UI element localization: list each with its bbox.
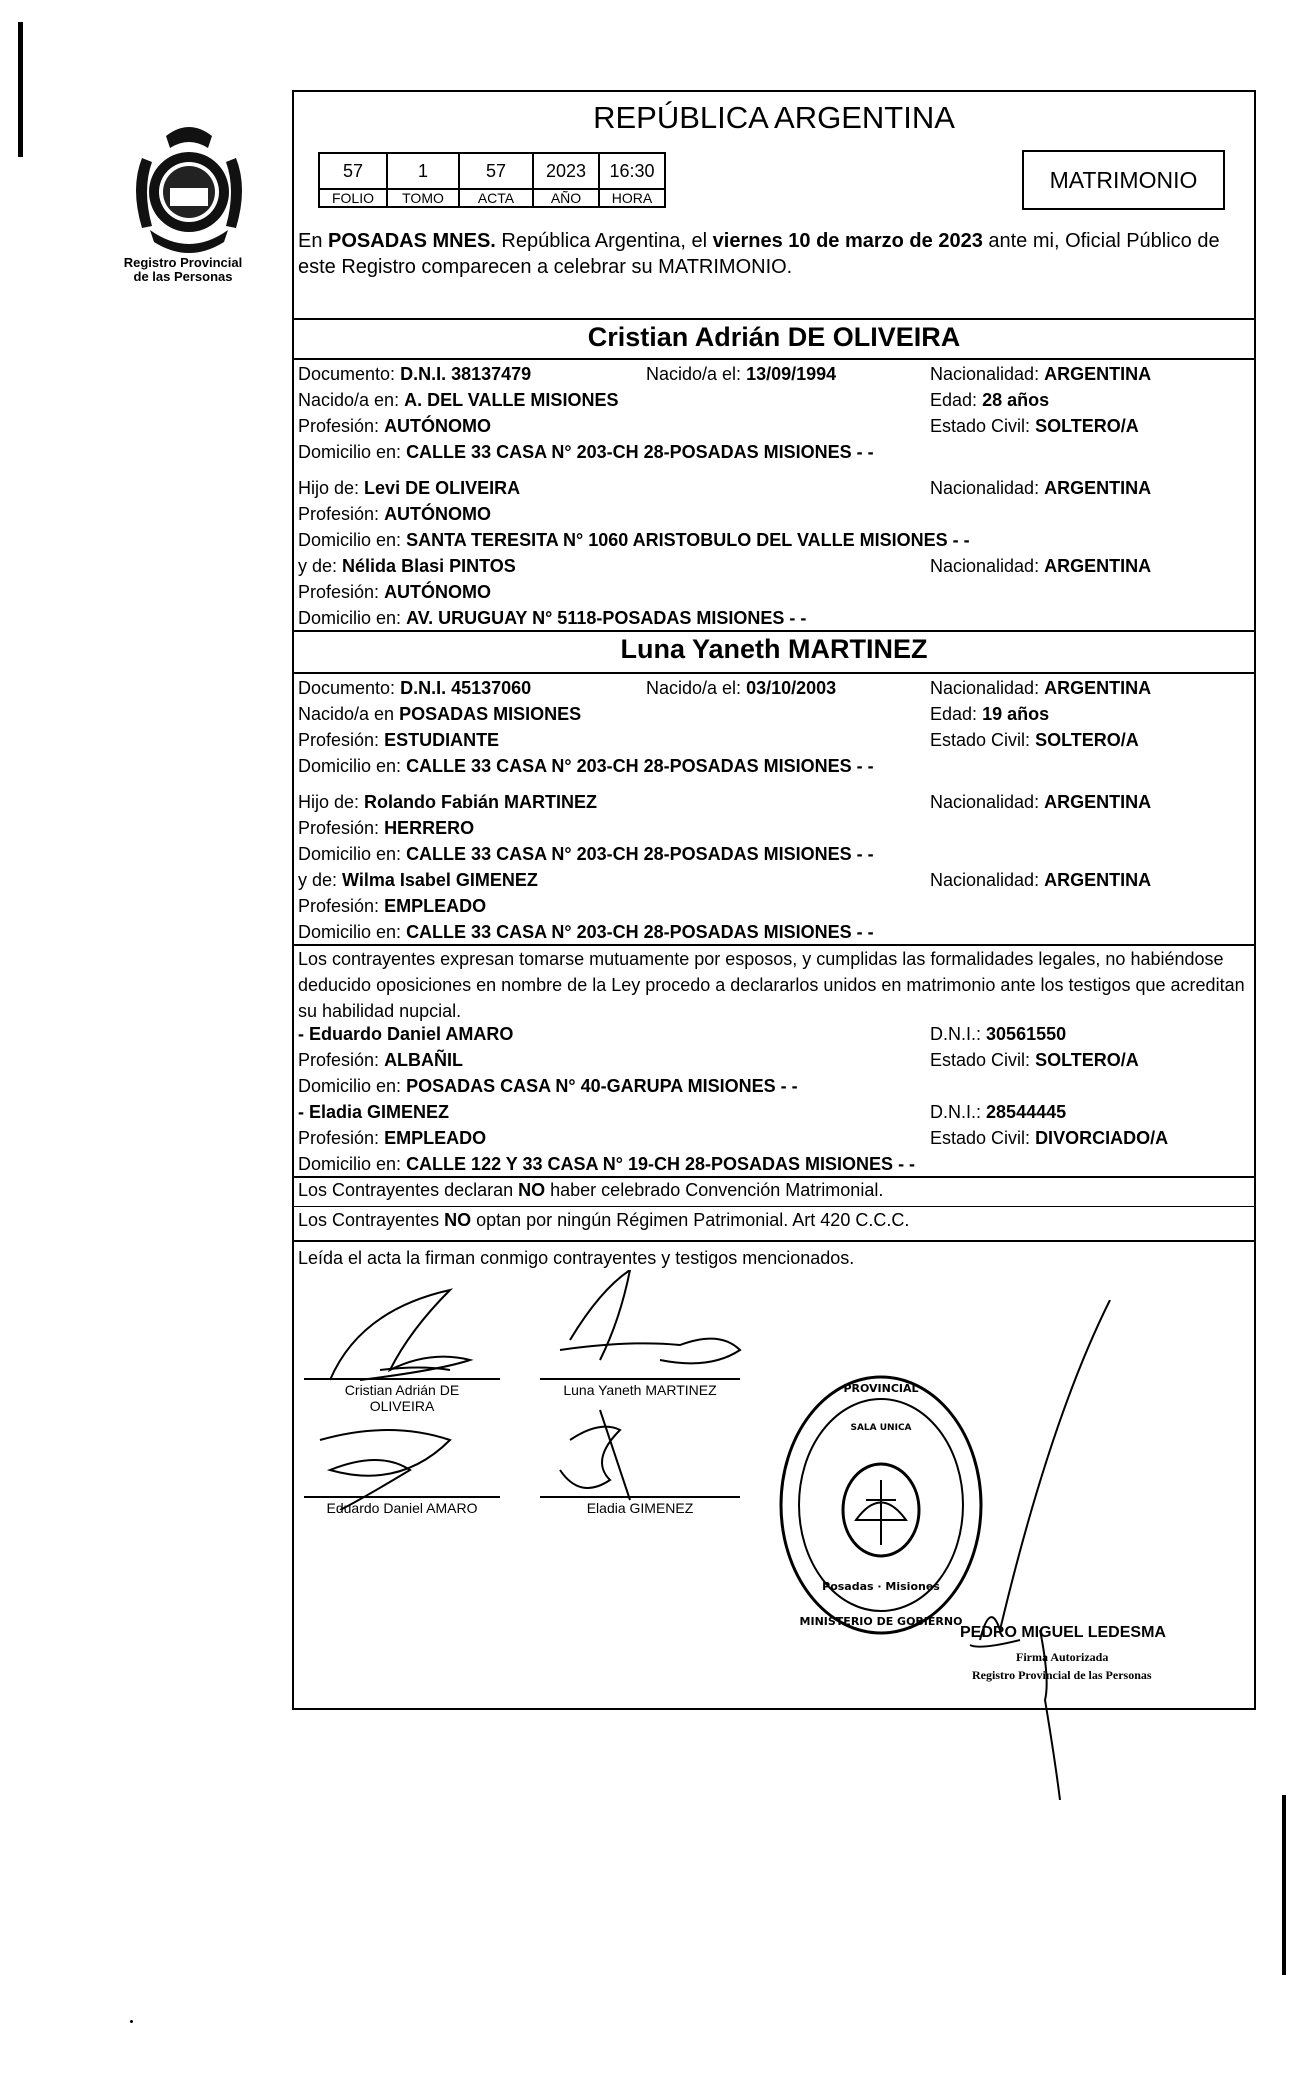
value: D.N.I. 45137060 <box>400 678 532 698</box>
spouse1-mother <box>298 556 516 577</box>
logo-caption-line2: de las Personas <box>133 269 233 284</box>
acta-value: 57 <box>459 153 533 189</box>
spouse1-birthplace <box>298 390 618 411</box>
label: Profesión: <box>298 1050 380 1070</box>
label: Domicilio en: <box>298 844 402 864</box>
spouse2-address <box>298 756 874 777</box>
spouse2-mother-profession <box>298 896 486 917</box>
value: Nélida Blasi PINTOS <box>342 556 516 576</box>
label: D.N.I.: <box>930 1024 982 1044</box>
signature-caption-witness1: Eduardo Daniel AMARO <box>326 1500 478 1516</box>
section-divider <box>292 1206 1256 1207</box>
signature-caption-witness2: Eladia GIMENEZ <box>586 1500 694 1516</box>
spouse1-civil-status <box>930 416 1139 437</box>
label: Nacionalidad: <box>930 678 1040 698</box>
spouse1-father-address <box>298 530 970 551</box>
section-divider <box>292 1176 1256 1178</box>
spouse2-civil-status <box>930 730 1139 751</box>
signature-line <box>304 1378 500 1380</box>
label: Profesión: <box>298 730 380 750</box>
label: D.N.I.: <box>930 1102 982 1122</box>
official-name: PEDRO MIGUEL LEDESMA <box>960 1624 1166 1641</box>
value: 03/10/2003 <box>746 678 837 698</box>
signature-line <box>540 1496 740 1498</box>
witness1-name: - Eduardo Daniel AMARO <box>298 1024 514 1044</box>
label: Nacido/a en <box>298 704 395 724</box>
value: Wilma Isabel GIMENEZ <box>342 870 538 890</box>
intro-date: viernes 10 de marzo de 2023 <box>712 230 983 252</box>
signature-line <box>540 1378 740 1380</box>
official-signature-scribble <box>960 1300 1160 1800</box>
value: A. DEL VALLE MISIONES <box>404 390 619 410</box>
witness2-address <box>298 1154 915 1175</box>
value: EMPLEADO <box>384 896 487 916</box>
spouse2-age <box>930 704 1049 725</box>
value: POSADAS CASA N° 40-GARUPA MISIONES - - <box>406 1076 798 1096</box>
value: AV. URUGUAY N° 5118-POSADAS MISIONES - - <box>406 608 807 628</box>
witness2-civil-status <box>930 1128 1168 1149</box>
hora-label: HORA <box>599 189 665 207</box>
declaration-text: Los contrayentes expresan tomarse mutuamente por esposos, y cumplidas las formalidades legales, no habiéndose deducido oposiciones en nombre de la Ley procedo a declararlos unidos en matrimonio ante los testigos que acreditan su habilidad nupcial. <box>298 949 1245 1021</box>
witness2-name: - Eladia GIMENEZ <box>298 1102 450 1122</box>
label: y de: <box>298 870 338 890</box>
label: Nacido/a el: <box>646 364 742 384</box>
spouse1-mother-address <box>298 608 806 629</box>
label: Profesión: <box>298 818 380 838</box>
spouse2-documento <box>298 678 531 699</box>
official-seal-icon <box>776 1370 986 1640</box>
value: CALLE 33 CASA N° 203-CH 28-POSADAS MISIONES - - <box>406 756 874 776</box>
svg-text:PROVINCIAL: PROVINCIAL <box>843 1382 919 1395</box>
signature-caption-spouse2: Luna Yaneth MARTINEZ <box>563 1382 717 1398</box>
label: Profesión: <box>298 416 380 436</box>
spouse2-father-address <box>298 844 874 865</box>
spouse2-birthdate <box>646 678 836 699</box>
value: D.N.I. 38137479 <box>400 364 532 384</box>
spouse2-nationality <box>930 678 1151 699</box>
witness1-address <box>298 1076 798 1097</box>
witness2-dni <box>930 1102 1066 1123</box>
section-divider <box>292 358 1256 360</box>
svg-text:SALA UNICA: SALA UNICA <box>850 1423 912 1433</box>
registry-logo-caption <box>108 256 258 284</box>
label: Profesión: <box>298 504 380 524</box>
text: optan por ningún Régimen Patrimonial. Art 420 C.C.C. <box>471 1210 910 1230</box>
spouse2-name: Luna Yaneth MARTINEZ <box>620 634 928 664</box>
label: Nacionalidad: <box>930 556 1040 576</box>
value: SANTA TERESITA N° 1060 ARISTOBULO DEL VALLE MISIONES - - <box>406 530 970 550</box>
caption-line: Cristian Adrián DE <box>344 1382 460 1398</box>
label: Nacido/a el: <box>646 678 742 698</box>
value: ESTUDIANTE <box>384 730 500 750</box>
label: Estado Civil: <box>930 1050 1031 1070</box>
spouse2-mother-nationality <box>930 870 1151 891</box>
spouse2-profession <box>298 730 499 751</box>
value: 30561550 <box>986 1024 1067 1044</box>
label: Domicilio en: <box>298 608 402 628</box>
label: Domicilio en: <box>298 1076 402 1096</box>
spouse1-address <box>298 442 874 463</box>
spouse2-mother <box>298 870 538 891</box>
folio-value: 57 <box>319 153 387 189</box>
value: ARGENTINA <box>1044 792 1152 812</box>
value: 13/09/1994 <box>746 364 837 384</box>
registry-logo-icon <box>130 118 248 254</box>
value: SOLTERO/A <box>1035 1050 1139 1070</box>
section-divider <box>292 318 1256 320</box>
value: 28 años <box>982 390 1050 410</box>
text: haber celebrado Convención Matrimonial. <box>545 1180 884 1200</box>
value: ALBAÑIL <box>384 1050 464 1070</box>
svg-text:MINISTERIO DE GOBIERNO: MINISTERIO DE GOBIERNO <box>799 1615 963 1628</box>
label: Edad: <box>930 390 978 410</box>
intro-text: En <box>298 230 329 252</box>
anio-label: AÑO <box>533 189 599 207</box>
scan-edge <box>1282 1795 1286 1975</box>
value: 28544445 <box>986 1102 1067 1122</box>
label: Estado Civil: <box>930 730 1031 750</box>
official-role: Firma Autorizada <box>1016 1650 1109 1664</box>
convention-line2 <box>298 1210 909 1231</box>
label: Nacionalidad: <box>930 364 1040 384</box>
tomo-value: 1 <box>387 153 459 189</box>
text: Los Contrayentes declaran <box>298 1180 519 1200</box>
label: Domicilio en: <box>298 530 402 550</box>
spouse2-birthplace <box>298 704 581 725</box>
emphasis: NO <box>444 1210 472 1230</box>
convention-line1 <box>298 1180 883 1201</box>
value: AUTÓNOMO <box>384 416 492 436</box>
label: Profesión: <box>298 1128 380 1148</box>
value: 19 años <box>982 704 1050 724</box>
value: CALLE 33 CASA N° 203-CH 28-POSADAS MISIONES - - <box>406 844 874 864</box>
section-divider <box>292 1240 1256 1242</box>
label: Documento: <box>298 678 396 698</box>
value: HERRERO <box>384 818 475 838</box>
spouse1-father-profession <box>298 504 491 525</box>
value: CALLE 33 CASA N° 203-CH 28-POSADAS MISIONES - - <box>406 922 874 942</box>
spouse2-father-nationality <box>930 792 1151 813</box>
intro-paragraph <box>298 228 1250 280</box>
witness1-civil-status <box>930 1050 1139 1071</box>
value: Levi DE OLIVEIRA <box>364 478 521 498</box>
spouse1-documento <box>298 364 531 385</box>
label: Estado Civil: <box>930 1128 1031 1148</box>
label: y de: <box>298 556 338 576</box>
text: Los Contrayentes <box>298 1210 445 1230</box>
label: Edad: <box>930 704 978 724</box>
value: AUTÓNOMO <box>384 582 492 602</box>
scan-edge <box>18 22 23 157</box>
label: Hijo de: <box>298 792 360 812</box>
label: Domicilio en: <box>298 756 402 776</box>
witness1-profession <box>298 1050 463 1071</box>
spouse2-father-profession <box>298 818 474 839</box>
value: CALLE 33 CASA N° 203-CH 28-POSADAS MISIONES - - <box>406 442 874 462</box>
spouse2-mother-address <box>298 922 874 943</box>
record-id-table <box>318 152 666 208</box>
spouse1-name: Cristian Adrián DE OLIVEIRA <box>587 322 961 352</box>
intro-text: República Argentina, el <box>495 230 713 252</box>
label: Nacido/a en: <box>298 390 400 410</box>
spouse1-father <box>298 478 520 499</box>
acta-label: ACTA <box>459 189 533 207</box>
spouse1-mother-nationality <box>930 556 1151 577</box>
label: Hijo de: <box>298 478 360 498</box>
intro-text: ante mi, Oficial Público de este Registro comparecen a celebrar su MATRIMONIO. <box>298 230 1220 278</box>
logo-caption-line1: Registro Provincial <box>123 255 243 270</box>
label: Documento: <box>298 364 396 384</box>
value: CALLE 122 Y 33 CASA N° 19-CH 28-POSADAS MISIONES - - <box>406 1154 916 1174</box>
anio-value: 2023 <box>533 153 599 189</box>
label: Domicilio en: <box>298 1154 402 1174</box>
value: SOLTERO/A <box>1035 416 1139 436</box>
label: Domicilio en: <box>298 922 402 942</box>
spouse1-birthdate <box>646 364 836 385</box>
value: SOLTERO/A <box>1035 730 1139 750</box>
closing-text: Leída el acta la firman conmigo contrayentes y testigos mencionados. <box>298 1248 855 1268</box>
label: Nacionalidad: <box>930 792 1040 812</box>
value: ARGENTINA <box>1044 556 1152 576</box>
spouse1-age <box>930 390 1049 411</box>
section-divider <box>292 630 1256 632</box>
signature-caption-spouse1 <box>304 1382 500 1414</box>
document-type-box: MATRIMONIO <box>1022 150 1225 210</box>
witness2-profession <box>298 1128 486 1149</box>
label: Nacionalidad: <box>930 478 1040 498</box>
value: DIVORCIADO/A <box>1035 1128 1169 1148</box>
folio-label: FOLIO <box>319 189 387 207</box>
label: Nacionalidad: <box>930 870 1040 890</box>
value: EMPLEADO <box>384 1128 487 1148</box>
spouse1-nationality <box>930 364 1151 385</box>
value: ARGENTINA <box>1044 364 1152 384</box>
caption-line: OLIVEIRA <box>369 1398 435 1414</box>
witness1-dni <box>930 1024 1066 1045</box>
label: Profesión: <box>298 896 380 916</box>
value: POSADAS MISIONES <box>399 704 582 724</box>
label: Domicilio en: <box>298 442 402 462</box>
intro-place: POSADAS MNES. <box>328 230 496 252</box>
page-title: REPÚBLICA ARGENTINA <box>593 100 955 135</box>
emphasis: NO <box>518 1180 546 1200</box>
hora-value: 16:30 <box>599 153 665 189</box>
svg-text:Posadas · Misiones: Posadas · Misiones <box>822 1580 940 1593</box>
tomo-label: TOMO <box>387 189 459 207</box>
label: Estado Civil: <box>930 416 1031 436</box>
scan-dot <box>130 2020 133 2023</box>
value: ARGENTINA <box>1044 870 1152 890</box>
section-divider <box>292 672 1256 674</box>
value: ARGENTINA <box>1044 678 1152 698</box>
spouse1-father-nationality <box>930 478 1151 499</box>
label: Profesión: <box>298 582 380 602</box>
spouse1-profession <box>298 416 491 437</box>
value: ARGENTINA <box>1044 478 1152 498</box>
spouse2-father <box>298 792 597 813</box>
official-office: Registro Provincial de las Personas <box>972 1668 1152 1682</box>
value: AUTÓNOMO <box>384 504 492 524</box>
value: Rolando Fabián MARTINEZ <box>364 792 598 812</box>
signature-line <box>304 1496 500 1498</box>
spouse1-mother-profession <box>298 582 491 603</box>
